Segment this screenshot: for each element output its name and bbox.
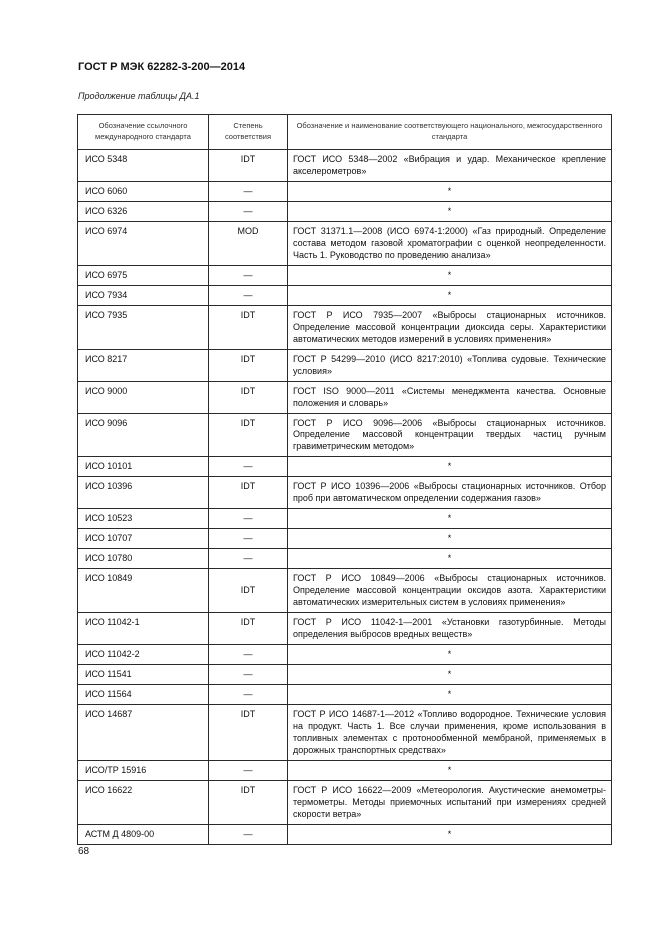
degree-cell: — (209, 457, 288, 477)
national-standard-cell: * (288, 760, 612, 780)
international-standard-cell: ИСО 5348 (78, 150, 209, 182)
international-standard-cell: ИСО 14687 (78, 704, 209, 760)
national-standard-cell: ГОСТ Р ИСО 14687-1—2012 «Топливо водородное. Технические условия на продукт. Часть 1. Все случаи применения, кроме использования в топливных элементах с протонообменной мембраной, применяемых в дорожных транспортных средствах» (288, 704, 612, 760)
national-standard-cell: * (288, 285, 612, 305)
degree-cell: — (209, 265, 288, 285)
table-row (78, 201, 612, 221)
international-standard-cell: ИСО 10523 (78, 509, 209, 529)
column-header-national-standard: Обозначение и наименование соответствующего национального, межгосударственного стандарта (288, 115, 612, 150)
international-standard-cell: ИСО 10707 (78, 529, 209, 549)
international-standard-cell: ИСО 11042-2 (78, 645, 209, 665)
table-row (78, 780, 612, 824)
national-standard-cell: * (288, 645, 612, 665)
degree-cell: IDT (209, 381, 288, 413)
international-standard-cell: ИСО 9096 (78, 413, 209, 457)
table-row (78, 181, 612, 201)
national-standard-cell: ГОСТ Р ИСО 9096—2006 «Выбросы стационарных источников. Определение массовой концентрации твердых частиц ручным гравиметрическим методом» (288, 413, 612, 457)
degree-cell: — (209, 760, 288, 780)
table-row (78, 221, 612, 265)
table-row (78, 305, 612, 349)
table-row (78, 509, 612, 529)
national-standard-cell: * (288, 201, 612, 221)
table-row (78, 549, 612, 569)
table-row (78, 569, 612, 613)
table-row (78, 381, 612, 413)
table-row (78, 760, 612, 780)
international-standard-cell: ИСО 16622 (78, 780, 209, 824)
national-standard-cell: ГОСТ 31371.1—2008 (ИСО 6974-1:2000) «Газ природный. Определение состава методом газовой хроматографии с оценкой неопределенности. Часть 1. Руководство по проведению анализа» (288, 221, 612, 265)
degree-cell: IDT (209, 305, 288, 349)
national-standard-cell: ГОСТ Р 54299—2010 (ИСО 8217:2010) «Топлива судовые. Технические условия» (288, 349, 612, 381)
national-standard-cell: * (288, 549, 612, 569)
column-header-international-standard: Обозначение ссылочного международного стандарта (78, 115, 209, 150)
table-row (78, 529, 612, 549)
international-standard-cell: ИСО 11541 (78, 665, 209, 685)
table-row (78, 477, 612, 509)
table-header-row (78, 115, 612, 150)
degree-cell: — (209, 645, 288, 665)
document-header: ГОСТ Р МЭК 62282-3-200—2014 (78, 61, 246, 73)
national-standard-cell: * (288, 265, 612, 285)
table-row (78, 824, 612, 844)
table-row (78, 457, 612, 477)
national-standard-cell: * (288, 824, 612, 844)
degree-cell: — (209, 549, 288, 569)
degree-cell: MOD (209, 221, 288, 265)
degree-cell: — (209, 824, 288, 844)
column-header-degree: Степень соответствия (209, 115, 288, 150)
table-caption: Продолжение таблицы ДА.1 (78, 91, 200, 101)
degree-cell: IDT (209, 613, 288, 645)
table-row (78, 349, 612, 381)
international-standard-cell: ИСО 6974 (78, 221, 209, 265)
national-standard-cell: * (288, 509, 612, 529)
table-row (78, 413, 612, 457)
table-row (78, 665, 612, 685)
national-standard-cell: ГОСТ ИСО 5348—2002 «Вибрация и удар. Механическое крепление акселерометров» (288, 150, 612, 182)
international-standard-cell: ИСО 6975 (78, 265, 209, 285)
table-row (78, 645, 612, 665)
degree-cell: IDT (209, 780, 288, 824)
degree-cell: IDT (209, 569, 288, 613)
degree-cell: — (209, 201, 288, 221)
international-standard-cell: ИСО 9000 (78, 381, 209, 413)
national-standard-cell: * (288, 181, 612, 201)
degree-cell: — (209, 529, 288, 549)
international-standard-cell: ИСО/ТР 15916 (78, 760, 209, 780)
national-standard-cell: ГОСТ Р ИСО 7935—2007 «Выбросы стационарных источников. Определение массовой концентрации диоксида серы. Характеристики автоматических методов измерений в условиях применения» (288, 305, 612, 349)
international-standard-cell: ИСО 7935 (78, 305, 209, 349)
national-standard-cell: * (288, 529, 612, 549)
table-row (78, 150, 612, 182)
national-standard-cell: ГОСТ Р ИСО 16622—2009 «Метеорология. Акустические анемометры-термометры. Методы приемочных испытаний при измерениях средней скорости ветра» (288, 780, 612, 824)
national-standard-cell: * (288, 665, 612, 685)
international-standard-cell: ИСО 7934 (78, 285, 209, 305)
international-standard-cell: ИСО 10849 (78, 569, 209, 613)
degree-cell: — (209, 685, 288, 705)
international-standard-cell: ИСО 8217 (78, 349, 209, 381)
international-standard-cell: ИСО 6326 (78, 201, 209, 221)
international-standard-cell: ИСО 10396 (78, 477, 209, 509)
degree-cell: IDT (209, 150, 288, 182)
international-standard-cell: ИСО 10101 (78, 457, 209, 477)
international-standard-cell: ИСО 6060 (78, 181, 209, 201)
national-standard-cell: ГОСТ Р ИСО 10849—2006 «Выбросы стационарных источников. Определение массовой концентрации оксидов азота. Характеристики автоматических измерительных систем в условиях применения» (288, 569, 612, 613)
national-standard-cell: * (288, 685, 612, 705)
degree-cell: — (209, 285, 288, 305)
table-row (78, 613, 612, 645)
national-standard-cell: ГОСТ ISO 9000—2011 «Системы менеджмента качества. Основные положения и словарь» (288, 381, 612, 413)
degree-cell: — (209, 665, 288, 685)
degree-cell: — (209, 509, 288, 529)
international-standard-cell: ИСО 11564 (78, 685, 209, 705)
table-row (78, 685, 612, 705)
table-row (78, 704, 612, 760)
degree-cell: IDT (209, 349, 288, 381)
national-standard-cell: * (288, 457, 612, 477)
page-number: 68 (78, 846, 90, 857)
degree-cell: IDT (209, 413, 288, 457)
degree-cell: — (209, 181, 288, 201)
degree-cell: IDT (209, 477, 288, 509)
standards-table (77, 114, 612, 845)
table-row (78, 285, 612, 305)
national-standard-cell: ГОСТ Р ИСО 10396—2006 «Выбросы стационарных источников. Отбор проб при автоматическом определении содержания газов» (288, 477, 612, 509)
international-standard-cell: ИСО 10780 (78, 549, 209, 569)
degree-cell: IDT (209, 704, 288, 760)
international-standard-cell: АСТМ Д 4809-00 (78, 824, 209, 844)
international-standard-cell: ИСО 11042-1 (78, 613, 209, 645)
table-row (78, 265, 612, 285)
national-standard-cell: ГОСТ Р ИСО 11042-1—2001 «Установки газотурбинные. Методы определения выбросов вредных веществ» (288, 613, 612, 645)
